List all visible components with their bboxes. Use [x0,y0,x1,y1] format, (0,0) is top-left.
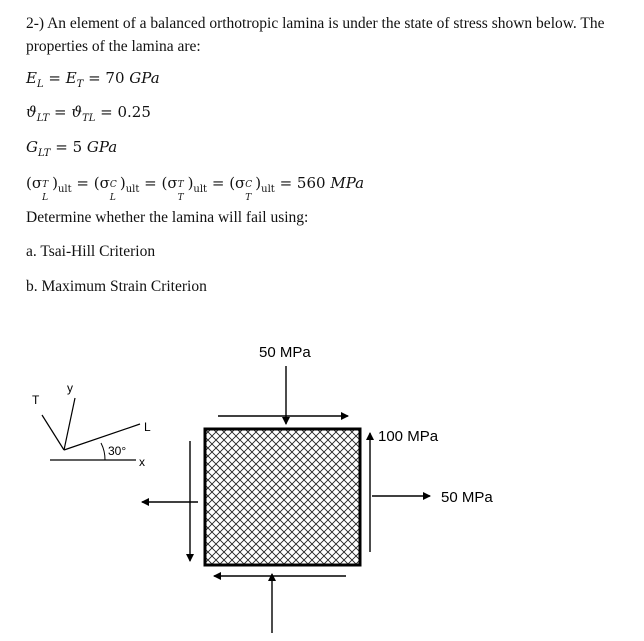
angle-label: 30° [108,444,127,458]
l-axis-label: L [144,420,151,434]
angle-arc [101,443,105,460]
problem-statement: 2-) An element of a balanced orthotropic lamina is under the state of stress shown below. The properties of the lamina are: [26,15,605,55]
right-stress-label: 50 MPa [441,489,493,506]
x-axis-label: x [139,455,145,469]
determine-text: Determine whether the lamina will fail using: [26,209,309,226]
option-b: b. Maximum Strain Criterion [26,278,207,295]
shear-modulus-equation: $G_{LT} = 5$ GPa [26,138,118,159]
y-axis-line [64,398,75,450]
lamina-element [205,429,360,565]
poisson-ratio-equation: $ϑ_{LT} = ϑ_{TL} = 0.25$ [26,103,151,124]
elastic-modulus-equation: $E_L = E_T = 70$ GPa [26,69,160,90]
t-axis-label: T [32,393,40,407]
top-stress-label: 50 MPa [259,344,311,361]
t-axis-line [42,415,64,450]
shear-stress-label: 100 MPa [378,428,439,445]
y-axis-label: y [67,381,73,395]
ultimate-strength-equation: (σ T L )$_{ult} = (\sigma$ C L )$_{ult} = (\sigma$ T T )$_{ult} = (\sigma$ C T )$_{ult} = 560$ MPa [26,174,365,203]
option-a: a. Tsai-Hill Criterion [26,243,156,260]
axes-sketch [32,381,151,469]
